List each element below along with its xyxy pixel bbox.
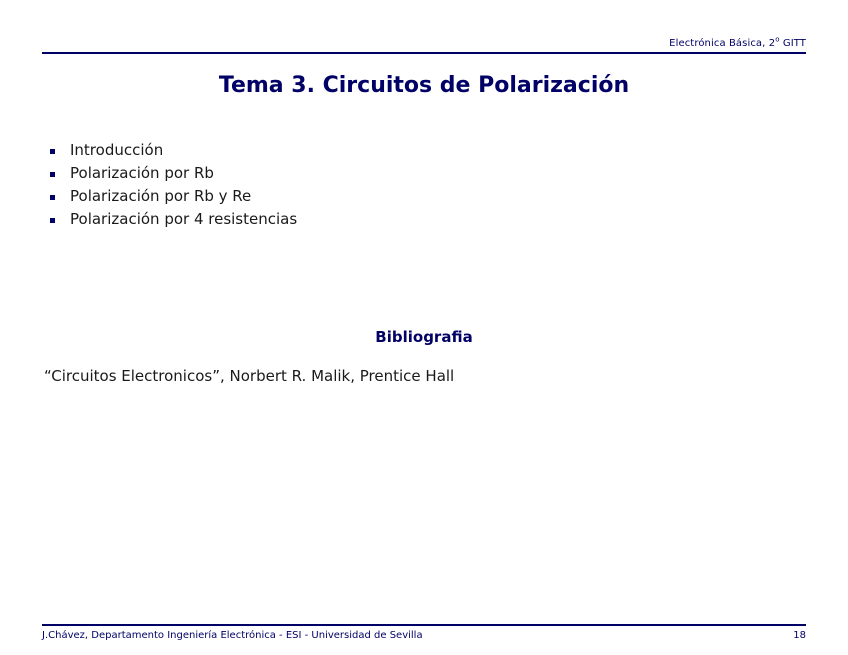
square-bullet-icon: [50, 218, 55, 223]
list-item-label: Polarización por 4 resistencias: [70, 210, 298, 228]
list-item: [50, 208, 297, 231]
slide-header: [0, 0, 848, 60]
bibliography-heading: Bibliografia: [375, 328, 473, 346]
list-item: [50, 185, 297, 208]
course-suffix: GITT: [779, 38, 806, 49]
square-bullet-icon: [50, 149, 55, 154]
slide-title: Tema 3. Circuitos de Polarización: [218, 73, 630, 98]
list-item-label: Polarización por Rb y Re: [70, 187, 252, 205]
footer-author: J.Chávez, Departamento Ingeniería Electrónica - ESI - Universidad de Sevilla: [42, 630, 423, 641]
list-item: [50, 162, 297, 185]
bibliography-entry: “Circuitos Electronicos”, Norbert R. Malik, Prentice Hall: [44, 367, 455, 385]
square-bullet-icon: [50, 172, 55, 177]
course-degree-mark: o: [775, 35, 780, 44]
list-item: [50, 139, 297, 162]
course-label: [669, 35, 806, 49]
course-name: Electrónica Básica, 2: [669, 38, 776, 49]
list-item-label: Polarización por Rb: [70, 164, 214, 182]
list-item-label: Introducción: [70, 141, 164, 159]
page-number: 18: [793, 630, 806, 641]
topics-list: [50, 139, 297, 231]
header-rule: [42, 52, 806, 54]
square-bullet-icon: [50, 195, 55, 200]
footer-rule: [42, 624, 806, 626]
